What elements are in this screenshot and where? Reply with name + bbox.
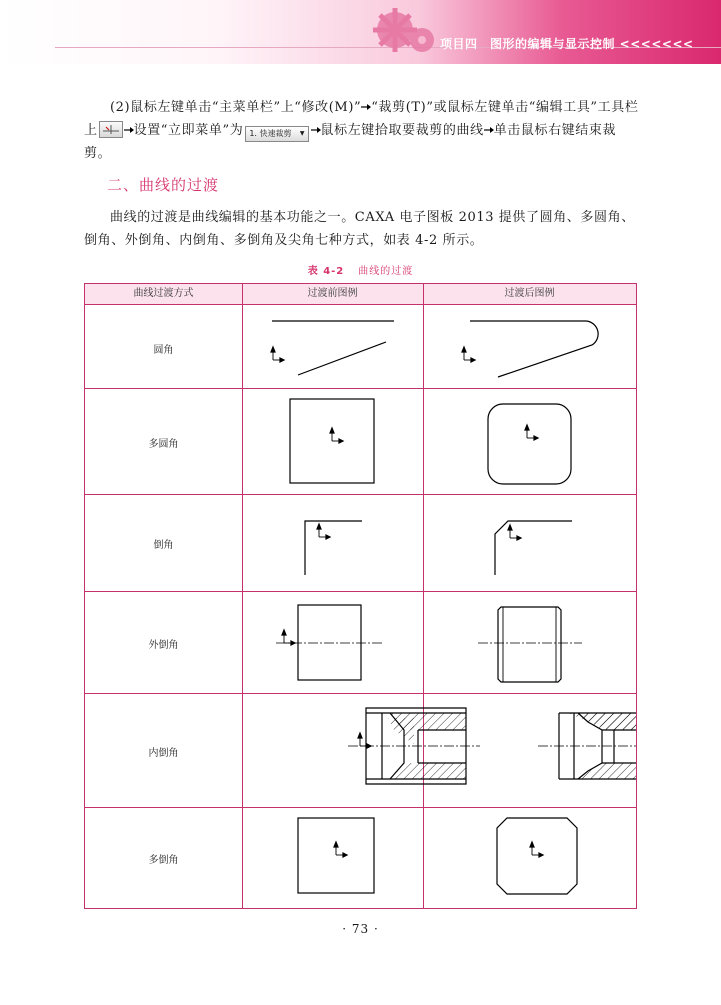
intro-paragraph	[84, 206, 640, 252]
section-heading: 二、曲线的过渡	[107, 176, 220, 194]
multi-fillet-after-figure	[488, 404, 571, 484]
arrow-right-icon	[361, 103, 371, 111]
chamfer-after-figure	[495, 521, 572, 575]
outer-chamfer-after-figure	[478, 607, 582, 682]
axis-indicator-icon	[525, 425, 538, 440]
table-header-row	[85, 284, 636, 305]
table-header-cell: 过渡前图例	[307, 288, 358, 299]
axis-indicator-icon	[271, 347, 284, 362]
arrow-right-icon	[484, 126, 494, 134]
row-label-outer-chamfer: 外倒角	[148, 640, 179, 651]
arrow-right-icon	[311, 126, 321, 134]
instruction-text-2: “裁剪(T)”或鼠标左键单击“编辑工具”工具栏上	[84, 100, 639, 138]
intro-text: 曲线的过渡是曲线编辑的基本功能之一。CAXA 电子图板 2013 提供了圆角、多圆角、倒角、外倒角、内倒角、多倒角及尖角七种方式，如表 4-2 所示。	[84, 210, 635, 248]
row-label-chamfer: 倒角	[153, 540, 174, 551]
instruction-text-3: 设置“立即菜单”为	[133, 123, 244, 138]
axis-indicator-icon	[282, 630, 295, 645]
table-caption-number: 表 4-2	[307, 266, 345, 277]
curve-transition-table	[84, 283, 637, 909]
instruction-text-5: 单击鼠标右键结束裁剪。	[84, 123, 617, 161]
axis-indicator-icon	[317, 524, 330, 539]
row-label-fillet: 圆角	[153, 345, 174, 356]
row-label-inner-chamfer: 内倒角	[148, 748, 179, 759]
fillet-before-figure	[272, 321, 394, 375]
axis-indicator-icon	[330, 428, 343, 443]
fillet-after-figure	[470, 321, 598, 377]
chevron-down-icon: ▼	[299, 130, 305, 137]
table-header-cell: 过渡后图例	[504, 288, 555, 299]
instruction-paragraph	[84, 96, 640, 165]
axis-indicator-icon	[358, 733, 371, 748]
row-label-multi-chamfer: 多倒角	[148, 855, 179, 866]
page-number: · 73 ·	[342, 922, 379, 936]
axis-indicator-icon	[462, 347, 475, 362]
multi-chamfer-before-figure	[298, 818, 374, 893]
table-header-cell: 曲线过渡方式	[133, 288, 194, 299]
instruction-text-1: (2)鼠标左键单击“主菜单栏”上“修改(M)”	[110, 100, 362, 115]
transition-figures	[242, 304, 636, 908]
trim-toolbar-icon[interactable]	[99, 121, 123, 138]
multi-chamfer-after-figure	[497, 818, 577, 894]
immediate-menu-select[interactable]	[245, 126, 308, 142]
instruction-text-4: 鼠标左键拾取要裁剪的曲线	[320, 123, 484, 138]
axis-indicator-icon	[334, 842, 347, 857]
axis-indicator-icon	[530, 842, 543, 857]
axis-indicator-icon	[508, 525, 521, 540]
row-label-multi-fillet: 多圆角	[148, 439, 179, 450]
table-caption	[0, 262, 721, 277]
immediate-menu-value: 1. 快速裁剪	[249, 129, 292, 138]
chamfer-before-figure	[305, 521, 362, 575]
table-caption-title: 曲线的过渡	[358, 266, 414, 277]
inner-chamfer-after-figure	[538, 713, 636, 779]
header-title: 项目四 图形的编辑与显示控制 <<<<<<<	[440, 37, 694, 51]
arrow-right-icon	[124, 126, 134, 134]
gear-icon	[350, 2, 440, 62]
